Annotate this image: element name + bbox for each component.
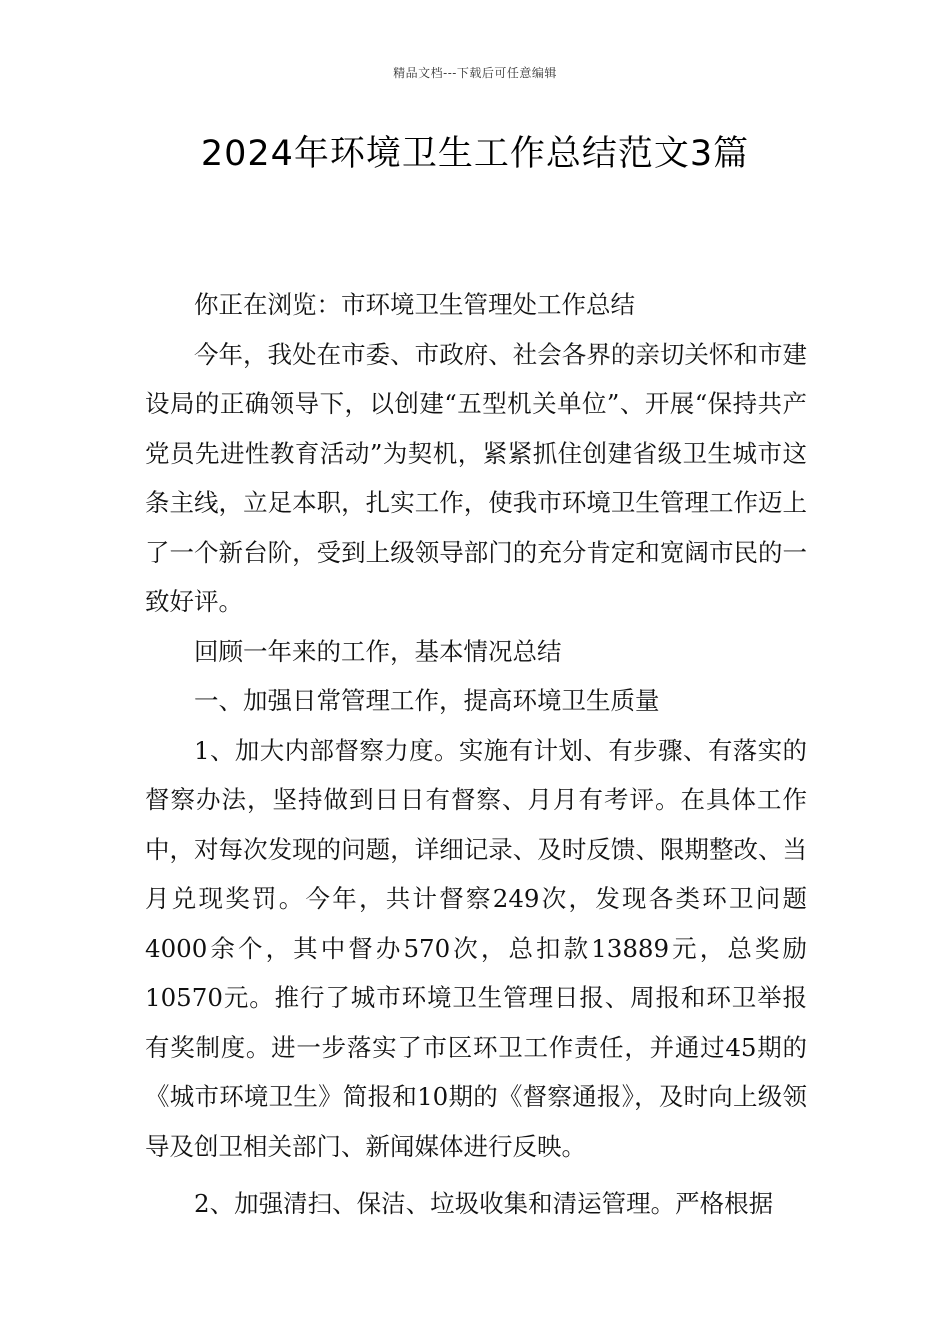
paragraph-browsing: 你正在浏览：市环境卫生管理处工作总结 (194, 290, 635, 319)
paragraph-review: 回顾一年来的工作，基本情况总结 (194, 636, 562, 666)
paragraph-item-2: 2、加强清扫、保洁、垃圾收集和清运管理。严格根据 (194, 1189, 774, 1218)
section-heading: 一、加强日常管理工作，提高环境卫生质量 (194, 686, 660, 715)
paragraph-item-1: 1、加大内部督察力度。实施有计划、有步骤、有落实的督察办法，坚持做到日日有督察、月月有考评。在具体工作中，对每次发现的问题，详细记录、及时反馈、限期整改、当月兑现奖罚。今年，共计督察249次，发现各类环卫问题4000余个，其中督办570次，总扣款13889元，总奖励10570元。推行了城市环境卫生管理日报、周报和环卫举报有奖制度。进一步落实了市区环卫工作责任，并通过45期的《城市环境卫生》简报和10期的《督察通报》，及时向上级领导及创卫相关部门、新闻媒体进行反映。 (145, 735, 807, 1161)
page-header: 精品文档---下载后可任意编辑 (393, 66, 557, 80)
document-title: 2024年环境卫生工作总结范文3篇 (200, 134, 750, 174)
document-body (145, 280, 807, 1229)
paragraph-intro: 今年，我处在市委、市政府、社会各界的亲切关怀和市建设局的正确领导下，以创建“五型机关单位”、开展“保持共产党员先进性教育活动”为契机，紧紧抓住创建省级卫生城市这条主线，立足本职，扎实工作，使我市环境卫生管理工作迈上了一个新台阶，受到上级领导部门的充分肯定和宽阔市民的一致好评。 (145, 339, 807, 616)
